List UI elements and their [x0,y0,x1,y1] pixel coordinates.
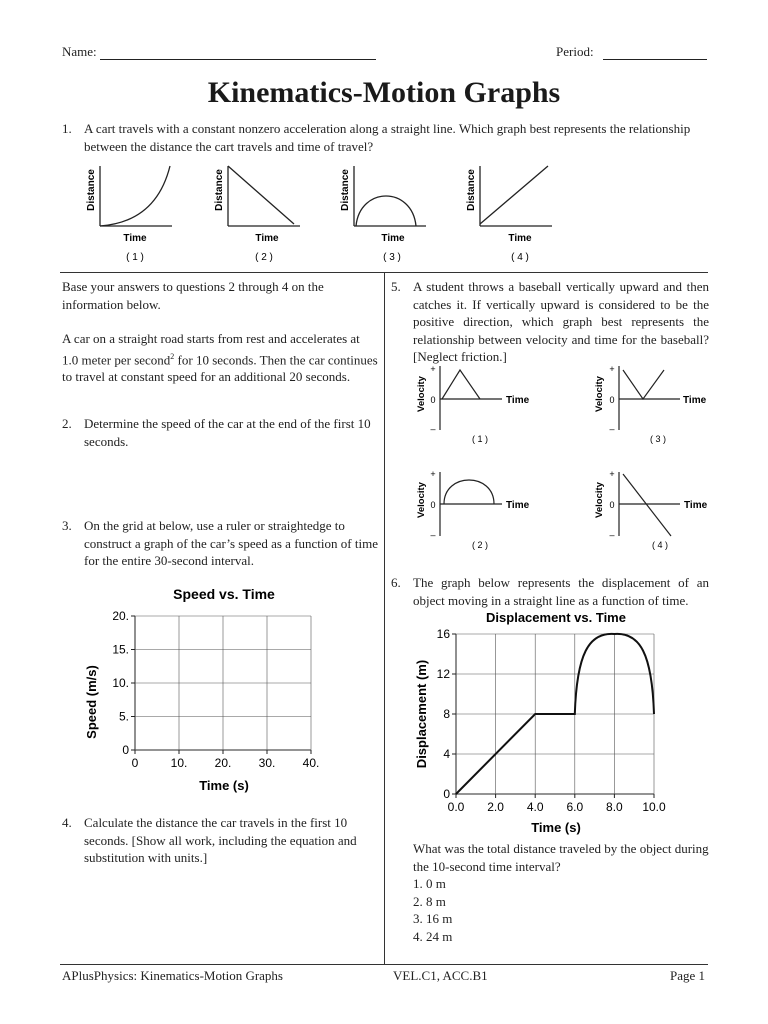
question-number: 1. [62,121,72,136]
x-tick-label: 0.0 [447,800,465,814]
intro-text: Base your answers to questions 2 through 4 on the information below. [62,279,324,312]
q5-graph-4 [594,469,708,550]
choice-3[interactable]: 3. 16 m [413,911,453,926]
axis-label-y: Distance [214,169,225,211]
axis-label-y: Velocity [594,482,605,518]
axis-label-x: Time [508,233,532,244]
axis-label-y: Distance [466,169,477,211]
y-tick-label: 15. [112,642,129,657]
y-tick-label: 8 [443,707,450,721]
choice-label: ( 2 ) [255,252,273,263]
x-tick-label: 30. [258,756,276,770]
y-tick-label: 10. [112,676,129,690]
q1-graphs [60,158,720,268]
period-label: Period: [556,44,594,59]
x-tick-label: 10.0 [642,800,666,814]
chart-xlabel: Time (s) [531,820,581,835]
question-number: 4. [62,815,72,830]
choice-label: ( 4 ) [511,252,529,263]
x-tick-label: 2.0 [487,800,504,814]
question-text: Determine the speed of the car at the end of the first 10 seconds. [84,416,371,449]
zero-label: 0 [430,500,436,510]
x-tick-label: 0 [131,756,139,770]
speed-time-chart[interactable] [62,582,380,796]
scenario-sup: 2 [170,351,175,361]
curve [623,474,671,536]
curve [356,196,416,226]
q1-graph-2 [214,166,300,263]
choice-1[interactable]: 1. 0 m [413,876,446,891]
footer-right: Page 1 [670,968,706,983]
choice-label: ( 2 ) [471,540,489,550]
curve [623,370,664,399]
plus-label: + [430,469,436,479]
x-tick-label: 40. [302,756,320,770]
x-tick-label: 10. [170,756,188,770]
y-tick-label: 16 [436,627,450,641]
zero-label: 0 [609,500,615,510]
y-tick-label: 4 [443,747,450,761]
chart-title: Speed vs. Time [173,586,275,602]
q5-graph-2 [416,469,530,550]
axis-label-x: Time [506,395,530,406]
question-text: A student throws a baseball vertically upward and then catches it. If vertically upward is considered to be the positive direction, which graph best represents the relationship between velocity and time for the baseball? [Neglect friction.] [413,279,709,364]
axis-label-y: Distance [340,169,351,211]
page-title: Kinematics-Motion Graphs [207,76,561,109]
scenario-text [62,330,378,386]
q1-graph-1 [86,166,172,263]
choice-label: ( 1 ) [471,434,489,444]
column-divider [384,272,385,964]
axis-label-x: Time [255,233,279,244]
curve [444,480,494,504]
question-number: 2. [62,416,72,431]
curve [480,166,548,224]
choice-label: ( 1 ) [126,252,144,263]
axis-label-y: Velocity [416,376,427,412]
zero-label: 0 [609,395,615,405]
q5-graphs [400,362,720,562]
displacement-time-chart [400,606,710,838]
y-tick-label: 0 [122,743,129,757]
question-number: 6. [391,575,401,590]
q1-graph-3 [340,166,426,263]
question-text: Calculate the distance the car travels in the first 10 seconds. [Show all work, including the equation and substitution with units.] [84,815,357,865]
chart-xlabel: Time (s) [199,778,249,793]
curve [228,166,294,224]
footer-center: VEL.C1, ACC.B1 [393,968,488,983]
x-tick-label: 20. [214,756,232,770]
axis-label-x: Time [506,500,530,511]
plus-label: + [609,469,615,479]
minus-label: – [609,424,615,434]
minus-label: – [430,424,436,434]
question-text: A cart travels with a constant nonzero acceleration along a straight line. Which graph best represents the relationship between the distance the cart travels and time of travel? [84,121,691,154]
q5-graph-3 [594,364,707,444]
question-number: 5. [391,279,401,294]
scenario-pre: A car on a straight road starts from rest and accelerates at 1.0 meter per second [62,331,360,367]
name-label: Name: [62,44,97,59]
y-tick-label: 5. [118,709,129,724]
y-tick-label: 0 [443,787,450,801]
q1-graph-4 [466,166,552,263]
chart-title: Displacement vs. Time [486,610,626,625]
choice-label: ( 4 ) [651,540,669,550]
choice-2[interactable]: 2. 8 m [413,893,446,909]
question-number: 3. [62,518,72,533]
zero-label: 0 [430,395,436,405]
plus-label: + [430,364,436,374]
curve [442,370,480,399]
chart-ylabel: Displacement (m) [414,659,429,769]
minus-label: – [609,530,615,540]
x-tick-label: 8.0 [606,800,623,814]
axis-label-y: Distance [86,169,97,211]
scenario-post: for 10 seconds. Then the car continues to travel at constant speed for an additional 20 seconds. [62,351,378,385]
minus-label: – [430,530,436,540]
axis-label-x: Time [123,233,147,244]
axis-label-y: Velocity [594,376,605,412]
q6-question: What was the total distance traveled by the object during the 10-second time interval? [413,841,709,874]
axis-label-x: Time [683,395,707,406]
chart-ylabel: Speed (m/s) [84,665,99,739]
x-tick-label: 4.0 [526,800,544,814]
axis-label-x: Time [684,500,708,511]
q6-choices [413,875,613,945]
period-field[interactable] [603,44,707,60]
footer-divider [60,964,708,965]
x-tick-label: 6.0 [566,800,584,814]
axis-label-x: Time [381,233,405,244]
plus-label: + [609,364,615,374]
axis-label-y: Velocity [416,482,427,518]
question-text: The graph below represents the displacement of an object moving in a straight line as a function of time. [413,575,709,608]
y-tick-label: 20. [112,609,129,623]
name-field[interactable] [100,44,376,60]
choice-label: ( 3 ) [649,434,667,444]
curve [100,166,170,226]
question-text: On the grid at below, use a ruler or straightedge to construct a graph of the car’s speed as a function of time for the entire 30-second interval. [84,518,378,568]
footer-left: APlusPhysics: Kinematics-Motion Graphs [62,968,283,983]
y-tick-label: 12 [436,667,450,681]
choice-label: ( 3 ) [383,252,401,263]
choice-4[interactable]: 4. 24 m [413,928,453,944]
q5-graph-1 [416,364,530,444]
